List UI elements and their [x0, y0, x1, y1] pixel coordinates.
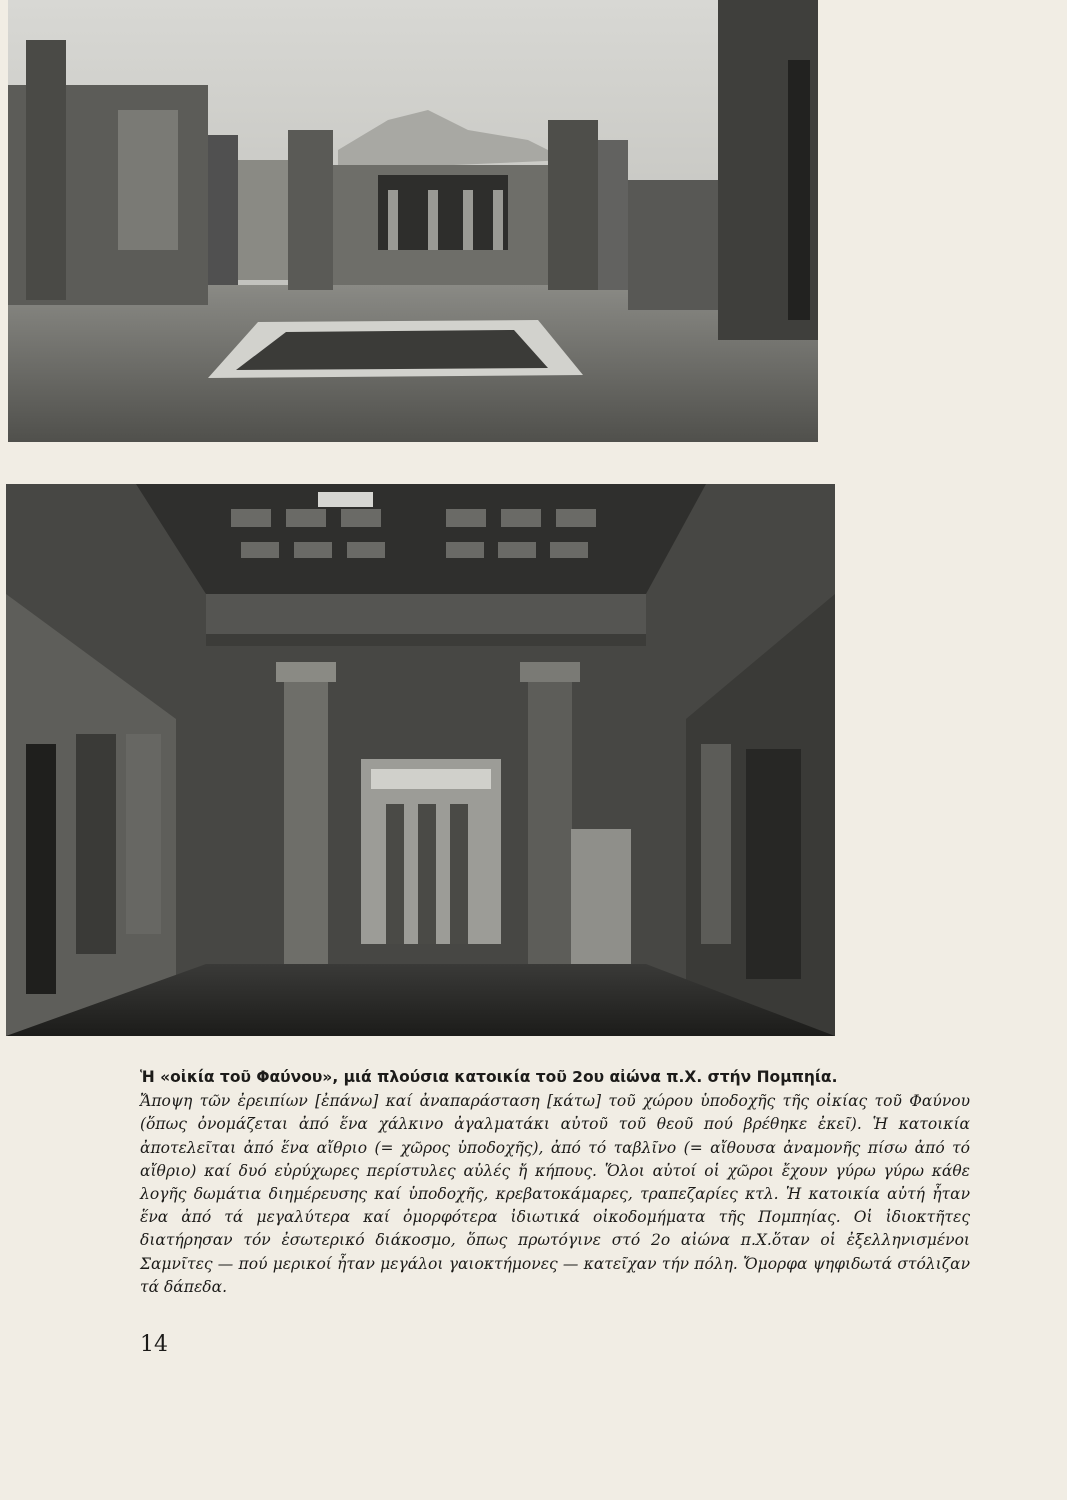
caption-body: Ἄποψη τῶν ἐρειπίων [ἐπάνω] καί ἀναπαράσταση [κάτω] τοῦ χώρου ὑποδοχῆς τῆς οἰκίας τοῦ Φαύνου (ὅπως ὀνομάζεται ἀπό ἕνα χάλκινο ἀγαλματάκι αὐτοῦ τοῦ θεοῦ πού βρέθηκε ἐκεῖ). Ἡ κατοικία ἀποτελεῖται ἀπό ἕνα αἴθριο (= χῶρος ὑποδοχῆς), ἀπό τό ταβλῖνο (= αἴθουσα ἀναμονῆς πίσω ἀπό τό αἴθριο) καί δυό εὐρύχωρες περίστυλες αὐλές ἤ κήπους. Ὅλοι αὐτοί οἱ χῶροι ἔχουν γύρω γύρω κάθε λογῆς δωμάτια διημέρευσης καί ὑποδοχῆς, κρεβατοκάμαρες, τραπεζαρίες κτλ. Ἡ κατοικία αὐτή ἦταν ἕνα ἀπό τά μεγαλύτερα καί ὀμορφότερα ἰδιωτικά οἰκοδομήματα τῆς Πομπηίας. Οἱ ἰδιοκτῆτες διατήρησαν τόν ἐσωτερικό διάκοσμο, ὅπως πρωτόγινε στό 2ο αἰώνα π.Χ.ὅταν οἱ ἐξελληνισμένοι Σαμνῖτες — πού μερικοί ἦταν μεγάλοι γαιοκτήμονες — κατεῖχαν τήν πόλη. Ὄμορφα ψηφιδωτά στόλιζαν τά δάπεδα. — [140, 1092, 970, 1296]
reconstruction-drawing — [6, 484, 835, 1036]
reconstruction-drawing-art — [6, 484, 835, 1036]
figure-caption — [140, 1066, 970, 1299]
caption-title: Ἡ «οἰκία τοῦ Φαύνου», μιά πλούσια κατοικία τοῦ 2ου αἰώνα π.Χ. στήν Πομπηία. — [140, 1068, 838, 1086]
page-number: 14 — [140, 1332, 168, 1357]
ruins-photo — [8, 0, 818, 442]
ruins-photo-drawing — [8, 0, 818, 442]
